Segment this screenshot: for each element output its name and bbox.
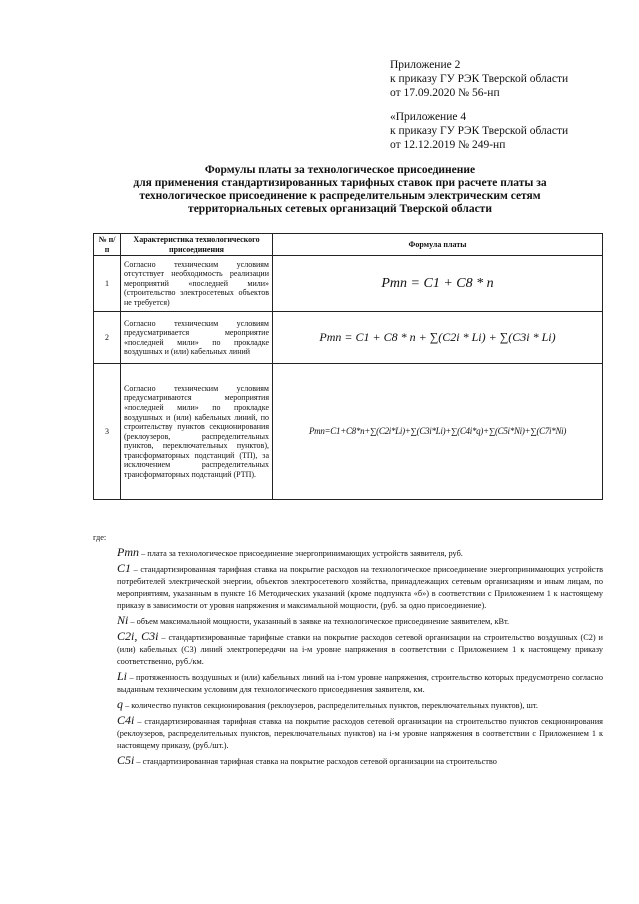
col-number-header: № п/ п — [94, 234, 121, 256]
def-symbol: q — [117, 697, 123, 711]
def-symbol: C5i — [117, 753, 135, 767]
row-formula: Pтп=C1+C8*n+∑(C2i*Li)+∑(C3i*Li)+∑(C4i*q)+∑(C5i*Ni)+∑(C7i*Ni) — [273, 364, 603, 500]
definitions — [93, 532, 603, 770]
def-text: – протяженность воздушных и (или) кабельных линий на i-том уровне напряжения, строительство которых предусмотрено согласно выданным техническим условиям для технологического присоединения заявителя, км. — [117, 673, 604, 694]
table-row — [94, 312, 603, 364]
appendix-2-date: от 17.09.2020 № 56-нп — [390, 87, 500, 99]
def-text: – объем максимальной мощности, указанный в заявке на технологическое присоединение заявителем, кВт. — [130, 617, 510, 626]
row-characteristic: Согласно техническим условиям предусматриваются мероприятия «последней мили» по прокладке воздушных и (или) кабельных линий, по строительству пунктов секционирования (реклоузеров, распределительных пунктов, переключательных пунктов), трансформаторных подстанций (ТП), за исключением распределительных трансформаторных подстанций (РТП). — [121, 364, 273, 500]
def-n — [93, 614, 603, 628]
title-line-3: технологическое присоединение к распределительным электрическим сетям — [139, 190, 541, 202]
def-l — [93, 670, 603, 696]
row-characteristic: Согласно техническим условиям отсутствует необходимость реализации мероприятий «последней мили» (строительство электросетевых объектов не требуется) — [121, 256, 273, 312]
col-characteristic-header: Характеристика технологического присоединения — [121, 234, 273, 256]
def-symbol: Ni — [117, 613, 129, 627]
table-row — [94, 256, 603, 312]
def-c2-c3 — [93, 630, 603, 668]
title-line-2: для применения стандартизированных тарифных ставок при расчете платы за — [133, 177, 547, 189]
table-row — [94, 364, 603, 500]
def-c1 — [93, 562, 603, 612]
def-q — [93, 698, 603, 712]
appendix-4-order: к приказу ГУ РЭК Тверской области — [390, 125, 569, 137]
def-text: – плата за технологическое присоединение энергопринимающих устройств заявителя, руб. — [141, 549, 463, 558]
row-number: 1 — [94, 256, 121, 312]
title-line-1: Формулы платы за технологическое присоединение — [204, 164, 476, 176]
appendix-2-line: Приложение 2 — [390, 59, 461, 71]
col-formula-header: Формула платы — [273, 234, 603, 256]
row-number: 2 — [94, 312, 121, 364]
def-text: – стандартизированная тарифная ставка на покрытие расходов на технологическое присоединение энергопринимающих устройств потребителей электрической энергии, объектов электросетевого хозяйства, принадлежащих сетевым организациям и иным лицам, по мероприятиям, указанным в пункте 16 Методических указаний (кроме подпункта «б») в соответствии с Приложением 1 к настоящему приказу в зависимости от уровня напряжения и максимальной мощности, (руб. за одно присоединение). — [117, 565, 603, 610]
def-text: – стандартизированная тарифная ставка на покрытие расходов сетевой организации на строительство пунктов секционирования (реклоузеров, распределительных пунктов, переключательных пунктов) на i-м уровне напряжения в соответствии с Приложением 1 к настоящему приказу, (руб./шт.). — [117, 717, 603, 750]
def-text: – стандартизированная тарифная ставка на покрытие расходов сетевой организации на строительство — [136, 757, 497, 766]
where-label: где: — [93, 533, 107, 542]
def-c4 — [93, 714, 603, 752]
appendix-4-date: от 12.12.2019 № 249-нп — [390, 139, 506, 151]
def-p — [93, 546, 603, 560]
def-symbol: Li — [117, 669, 128, 683]
table-header-row — [94, 234, 603, 256]
def-c5 — [93, 754, 603, 768]
row-number: 3 — [94, 364, 121, 500]
row-characteristic: Согласно техническим условиям предусматривается мероприятие «последней мили» по прокладке воздушных и (или) кабельных линий — [121, 312, 273, 364]
def-symbol: C2i, C3i — [117, 629, 159, 643]
def-symbol: C4i — [117, 713, 135, 727]
formula-table — [93, 233, 603, 500]
row-formula: Pтп = C1 + C8 * n — [273, 256, 603, 312]
def-symbol: Pтп — [117, 545, 139, 559]
row-formula: Pтп = C1 + C8 * n + ∑(C2i * Li) + ∑(C3i * Li) — [273, 312, 603, 364]
title-line-4: территориальных сетевых организаций Тверской области — [188, 203, 492, 215]
document-title — [80, 164, 600, 216]
def-symbol: C1 — [117, 561, 132, 575]
def-text: – стандартизированные тарифные ставки на покрытие расходов сетевой организации на строительство воздушных (C2) и (или) кабельных (C3) линий электропередачи на i-м уровне напряжения в соответствии с Приложением 1 к настоящему приказу соответственно, руб./км. — [117, 633, 603, 666]
appendix-4-line: «Приложение 4 — [390, 111, 467, 123]
def-text: – количество пунктов секционирования (реклоузеров, распределительных пунктов, переключательных пунктов), шт. — [125, 701, 538, 710]
appendix-2-order: к приказу ГУ РЭК Тверской области — [390, 73, 569, 85]
